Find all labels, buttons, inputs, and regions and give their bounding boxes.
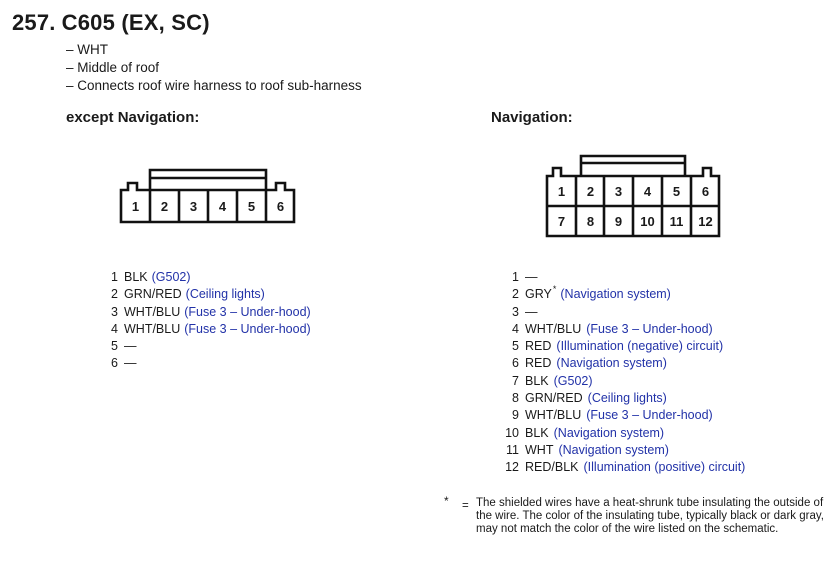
wire-color: GRY xyxy=(525,287,552,302)
pin-number: 12 xyxy=(505,460,519,475)
list-item xyxy=(503,321,745,338)
wire-destination: (Fuse 3 – Under-hood) xyxy=(184,321,311,336)
pin-number: 3 xyxy=(512,304,519,319)
note-color: – WHT xyxy=(66,42,108,57)
connector-number: 257. xyxy=(12,10,56,35)
wire-color: BLK xyxy=(525,425,549,440)
wire-destination: (Ceiling lights) xyxy=(185,287,265,302)
list-item xyxy=(503,373,745,390)
connector-title: C605 (EX, SC) xyxy=(61,10,210,35)
pin-number: 1 xyxy=(512,270,519,284)
wire-destination: (Illumination (positive) circuit) xyxy=(583,460,746,475)
wire-destination: (Navigation system) xyxy=(558,442,669,457)
left-pin-cell-1: 1 xyxy=(131,199,140,214)
wire-destination: (Fuse 3 – Under-hood) xyxy=(586,321,713,336)
note-connects: – Connects roof wire harness to roof sub-harness xyxy=(66,78,362,93)
right-pin-cell-3: 3 xyxy=(614,184,623,199)
list-item xyxy=(104,355,311,372)
pin-number: 11 xyxy=(506,442,519,457)
wire-color: — xyxy=(525,270,538,284)
list-item xyxy=(503,338,745,355)
connector-notes xyxy=(66,41,362,95)
list-item xyxy=(104,338,311,355)
page-title xyxy=(12,10,210,36)
pin-number: 8 xyxy=(512,391,519,406)
pin-number: 10 xyxy=(505,425,519,440)
wire-color: WHT/BLU xyxy=(525,408,582,423)
wire-destination: (Fuse 3 – Under-hood) xyxy=(586,408,713,423)
wire-color: WHT/BLU xyxy=(124,321,181,336)
pin-number: 7 xyxy=(512,373,519,388)
pin-number: 4 xyxy=(111,321,118,336)
connector-6pin-diagram xyxy=(118,168,298,224)
wire-color: BLK xyxy=(525,373,549,388)
list-item xyxy=(104,321,311,338)
left-pin-cell-6: 6 xyxy=(276,199,285,214)
list-item xyxy=(503,286,745,303)
right-pin-cell-10: 10 xyxy=(640,214,655,229)
right-pin-cell-8: 8 xyxy=(586,214,595,229)
list-item xyxy=(503,442,745,459)
wire-destination: (Navigation system) xyxy=(560,287,671,302)
pin-number: 1 xyxy=(111,270,118,284)
wire-color: — xyxy=(525,304,538,319)
wire-color: WHT/BLU xyxy=(525,321,582,336)
wire-destination: (Illumination (negative) circuit) xyxy=(556,339,724,354)
wire-color: WHT xyxy=(525,442,554,457)
wire-color: — xyxy=(124,356,137,371)
right-pin-cell-5: 5 xyxy=(672,184,681,199)
wire-color: RED xyxy=(525,356,552,371)
wire-destination: (Ceiling lights) xyxy=(587,391,667,406)
wire-color: — xyxy=(124,339,137,354)
pin-number: 6 xyxy=(111,356,118,371)
list-item xyxy=(503,425,745,442)
wire-color: GRN/RED xyxy=(124,287,182,302)
list-item xyxy=(104,286,311,303)
wire-color: RED xyxy=(525,339,552,354)
section-title-except-navigation: except Navigation: xyxy=(66,109,200,126)
left-pin-cell-5: 5 xyxy=(247,199,256,214)
wire-destination: (G502) xyxy=(151,270,191,284)
right-pin-cell-11: 11 xyxy=(669,214,684,229)
wire-destination: (Navigation system) xyxy=(553,425,665,440)
section-title-navigation: Navigation: xyxy=(491,109,573,126)
right-pin-cell-7: 7 xyxy=(557,214,566,229)
pin-list-except-navigation xyxy=(104,269,311,373)
pin-number: 2 xyxy=(512,287,519,302)
right-pin-cell-6: 6 xyxy=(701,184,710,199)
right-pin-cell-4: 4 xyxy=(643,184,652,199)
connector-12pin-diagram xyxy=(543,154,725,238)
footnote-marker: * xyxy=(552,284,557,295)
list-item xyxy=(503,304,745,321)
left-pin-cell-3: 3 xyxy=(189,199,198,214)
note-location: – Middle of roof xyxy=(66,60,160,75)
list-item xyxy=(503,407,745,424)
wire-destination: (G502) xyxy=(553,373,593,388)
right-pin-cell-9: 9 xyxy=(614,214,623,229)
pin-number: 2 xyxy=(111,287,118,302)
wire-color: GRN/RED xyxy=(525,391,583,406)
footnote xyxy=(444,494,828,536)
pin-number: 9 xyxy=(512,408,519,423)
right-pin-cell-1: 1 xyxy=(557,184,566,199)
footnote-equals: = xyxy=(462,500,469,512)
wire-destination: (Navigation system) xyxy=(556,356,667,371)
pin-list-navigation xyxy=(503,269,745,477)
wire-destination: (Fuse 3 – Under-hood) xyxy=(184,304,311,319)
wire-color: BLK xyxy=(124,270,148,284)
list-item xyxy=(503,269,745,286)
list-item xyxy=(104,269,311,286)
pin-number: 6 xyxy=(512,356,519,371)
list-item xyxy=(503,355,745,372)
pin-number: 5 xyxy=(512,339,519,354)
left-pin-cell-2: 2 xyxy=(160,199,169,214)
right-pin-cell-2: 2 xyxy=(586,184,595,199)
list-item xyxy=(503,390,745,407)
wire-color: RED/BLK xyxy=(525,460,579,475)
left-pin-cell-4: 4 xyxy=(218,199,227,214)
footnote-star: * xyxy=(444,494,449,508)
list-item xyxy=(503,459,745,476)
pin-number: 4 xyxy=(512,321,519,336)
pin-number: 5 xyxy=(111,339,118,354)
wire-color: WHT/BLU xyxy=(124,304,181,319)
list-item xyxy=(104,304,311,321)
footnote-text: The shielded wires have a heat-shrunk tube insulating the outside of the wire. The color of the insulating tube, typically black or dark gray, may not match the color of the wire listed on the schematic. xyxy=(476,497,824,535)
right-pin-cell-12: 12 xyxy=(698,214,713,229)
pin-number: 3 xyxy=(111,304,118,319)
